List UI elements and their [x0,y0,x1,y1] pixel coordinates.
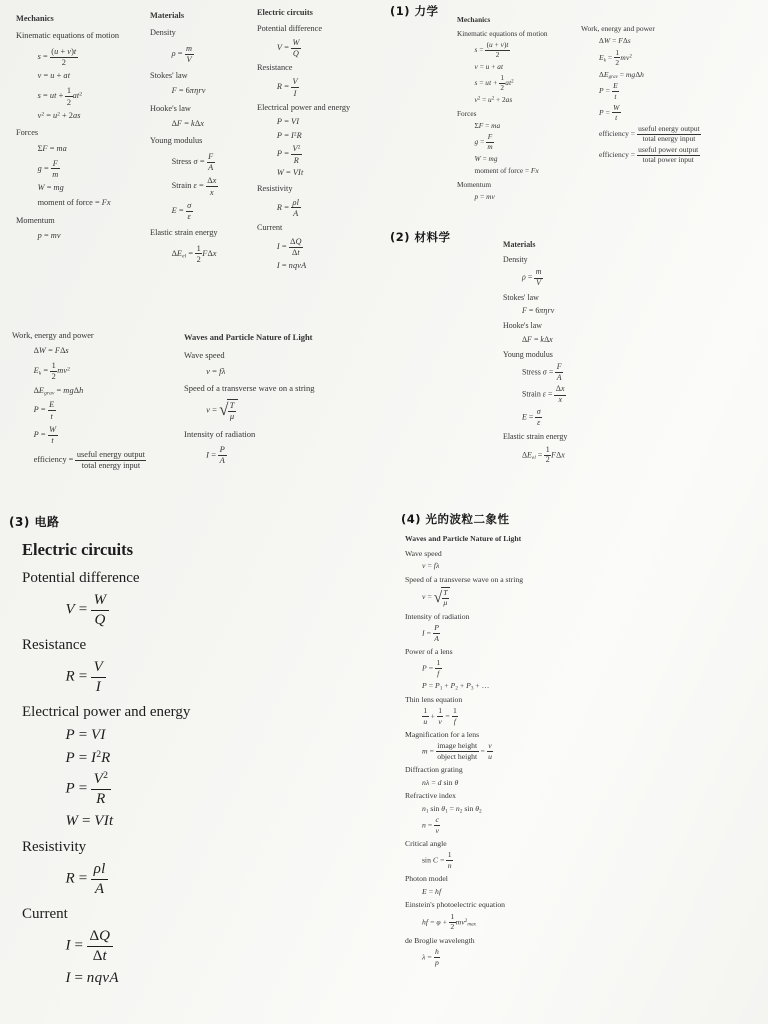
annotated-section-3 [0,510,385,1024]
formula-group-label: Stokes' law [150,70,188,80]
formula-group-label: Resistance [22,636,87,653]
section-3-label: (3) 电路 [9,515,60,529]
formula-group-label: Forces [16,128,39,138]
formula: R = $\frac{\rho l}{A}$ [276,197,300,218]
formula: ΔF = kΔx [521,334,553,344]
formula: $v^2 = u^2 + 2as$ [474,94,513,104]
formula-group-label: Magnification for a lens [405,730,480,739]
formula: $P = P_1 + P_2 + P_3$ + … [421,680,490,692]
block-title: Mechanics [16,14,54,23]
formula: P = $\frac{E}{t}$ [33,400,55,421]
formula: s = ut + $\frac{1}{2}$ $at^2$ [474,73,514,93]
formula-group-label: Power of a lens [405,647,453,657]
formula-group-label: Intensity of radiation [405,611,470,621]
formula: s = $\frac{(u + v)t}{2}$ [37,46,77,67]
formula: $n_1$ $\sin \theta_1 = n_2$ $\sin \theta_2$ [421,803,482,814]
formula: g = $\frac{F}{m}$ [37,158,59,179]
formula: ΔW = FΔs [33,345,69,355]
formula: efficiency = $\frac{\text{useful energy output}}{\text{total energy input}}$ [599,123,700,144]
materials-column [150,11,262,268]
formula-group-label: Critical angle [405,839,447,849]
formula-group-label: Potential difference [22,569,140,586]
formula: ΣF = ma [37,143,67,153]
formula-group-label: Work, energy and power [12,330,94,340]
mechanics-column [16,14,148,246]
formula: I = nqvA [65,969,119,986]
formula: P = $\frac{V^2}{R}$ [276,144,301,165]
formula: n = $\frac{c}{v}$ [421,815,440,835]
block-title: Waves and Particle Nature of Light [184,332,313,342]
formula: g = $\frac{F}{m}$ [474,132,493,152]
formula: P = VI [65,727,106,744]
formula: P = $\frac{V^2}{R}$ [66,771,383,807]
formula: V = $\frac{W}{Q}$ [66,592,383,628]
formula: W = VIt [276,167,304,177]
formula: efficiency = $\frac{\text{useful energy output}}{\text{total energy input}}$ [33,449,145,471]
formula-group-label: Refractive index [405,791,457,801]
formula: $\frac{1}{u}$ + $\frac{1}{v}$ = $\frac{1}{f}$ [423,706,457,726]
formula: E = $\frac{\sigma}{\varepsilon}$ [521,406,541,427]
formula: P = $\frac{E}{t}$ [599,81,618,101]
formula: W = mg [37,183,64,193]
formula: I = nqvA [276,260,307,270]
section-2-materials-crop [503,240,633,468]
formula: λ = $\frac{h}{p}$ [421,947,439,967]
formula: ρ = $\frac{m}{V}$ [171,43,193,64]
section-1-mechanics-crop [457,15,581,204]
formula: P = $\frac{W}{t}$ [599,102,620,122]
formula: p = mv [37,231,61,241]
formula-group-label: Electrical power and energy [22,704,191,721]
formula-group-label: Elastic strain energy [150,228,218,238]
formula: R = $\frac{\rho l}{A}$ [66,861,383,897]
formula-group-label: Density [503,255,528,264]
formula: I = $\frac{\Delta Q}{\Delta t}$ [66,928,383,964]
formula: W = VIt [65,813,114,830]
section-4-label: (4) 光的波粒二象性 [401,512,510,526]
formula-group-label: Density [150,28,176,38]
formula-group-label: Hooke's law [503,321,542,331]
formula-group-label: Young modulus [150,136,203,146]
formula-group-label: Elastic strain energy [503,432,568,442]
formula: $\Delta E_{grav} = mg\Delta h$ [33,385,84,396]
formula-group-label: Momentum [457,179,492,189]
formula-group-label: Thin lens equation [405,694,463,704]
work-energy-power-block [12,324,210,475]
formula: s = $\frac{(u + v)t}{2}$ [474,40,509,60]
formula: I = $\frac{P}{A}$ [206,443,226,466]
formula: moment of force = Fx [474,165,539,175]
formula-group-label: Wave speed [184,349,225,360]
formula: P = $\frac{1}{f}$ [421,658,441,678]
formula: ΣF = ma [474,121,501,131]
formula: $E_k$ = $\frac{1}{2}$ $mv^2$ [599,47,632,67]
formula: ΔW = FΔs [599,36,631,46]
formula: sin C = $\frac{1}{n}$ [421,850,452,870]
formula-group-label: Potential difference [257,23,323,33]
formula: E = $\frac{\sigma}{\varepsilon}$ [171,201,192,222]
formula-group-label: Speed of a transverse wave on a string [405,574,524,584]
formula: $P = I^2R$ [276,130,302,140]
formula-group-label: de Broglie wavelength [405,935,475,945]
formula-group-label: Young modulus [503,349,553,359]
formula: F = 6πηrv [171,86,206,96]
formula-group-label: Work, energy and power [581,23,655,33]
formula: v = fλ [421,560,440,570]
formula: F = 6πηrv [521,306,555,316]
formula-group-label: Current [257,223,283,233]
formula-group-label: Einstein's photoelectric equation [405,900,506,910]
block-title: Electric circuits [257,8,313,17]
formula-group-label: Electrical power and energy [257,102,351,112]
formula-group-label: Speed of a transverse wave on a string [184,383,315,394]
formula: hf = φ + $\frac{1}{2}$ $mv^2_{max}$ [421,911,477,932]
formula-group-label: Kinematic equations of motion [457,28,548,38]
formula: nλ = d sin θ [421,777,459,787]
block-title: Materials [503,240,536,249]
section-3-electric-circuits-crop [22,540,382,991]
block-title: Materials [150,11,185,20]
formula-group-label: Kinematic equations of motion [16,31,119,41]
formula: v = fλ [206,365,226,376]
formula: v = u + at [37,71,71,81]
formula: v = √ $\frac{T}{\mu}$ [422,587,750,608]
formula: W = mg [474,153,498,163]
formula-group-label: Intensity of radiation [184,428,256,439]
formula-group-label: Stokes' law [503,292,539,302]
formula: $\Delta E_{grav} = mg\Delta h$ [599,69,645,81]
formula: I = $\frac{P}{A}$ [421,623,440,643]
formula: s = ut + $\frac{1}{2}$ $at^2$ [37,86,83,107]
formula-group-label: Current [22,905,68,922]
formula: $v^2 = u^2 + 2as$ [37,111,81,121]
formula: p = mv [474,192,495,202]
formula: moment of force = Fx [37,198,111,208]
formula: $\Delta E_{el}$ = $\frac{1}{2}$ FΔx [171,243,217,264]
electric-circuits-column [257,8,383,274]
formula: P = $\frac{W}{t}$ [33,425,57,446]
formula-group-label: Diffraction grating [405,765,463,775]
formula: V = $\frac{W}{Q}$ [276,37,300,59]
formula-group-label: Momentum [16,215,55,225]
formula: $E_k$ = $\frac{1}{2}$ $mv^2$ [33,360,70,382]
section-2-label: (2) 材料学 [390,230,451,244]
formula-group-label: Resistivity [257,183,293,193]
block-title: Waves and Particle Nature of Light [405,534,522,543]
waves-light-block-partial [184,332,384,470]
formula: Stress σ = $\frac{F}{A}$ [171,151,214,172]
block-title: Electric circuits [22,540,134,559]
formula: m = $\frac{\text{image height}}{\text{object height}}$ = $\frac{v}{u}$ [421,741,493,761]
formula-group-label: Resistance [257,63,293,73]
formula-group-label: Resistivity [22,838,87,855]
formula: v = √ $\frac{T}{\mu}$ [206,399,384,422]
formula: R = $\frac{V}{I}$ [66,659,383,695]
formula: efficiency = $\frac{\text{useful power output}}{\text{total power input}}$ [599,145,699,165]
formula: v = u + at [474,62,504,72]
formula-group-label: Hooke's law [150,103,191,113]
formula: ΔF = kΔx [171,119,205,128]
formula: E = hf [421,886,442,896]
formula: ρ = $\frac{m}{V}$ [521,267,542,288]
formula-group-label: Photon model [405,874,448,884]
formula: I = $\frac{\Delta Q}{\Delta t}$ [276,237,302,258]
annotated-section-4 [385,510,768,1024]
formula: Strain ε = $\frac{\Delta x}{x}$ [171,176,217,197]
formula-group-label: Wave speed [405,548,442,558]
block-title: Mechanics [457,15,491,24]
annotated-sections-1-2 [385,0,768,510]
section-1-label: (1) 力学 [390,4,439,18]
formula: $\Delta E_{el}$ = $\frac{1}{2}$ FΔx [521,444,565,465]
formula: Stress σ = $\frac{F}{A}$ [521,362,562,382]
original-formula-sheet [0,0,385,510]
formula: P = VI [276,117,300,127]
formula-group-label: Forces [457,108,477,118]
formula: $P = I^2R$ [65,748,111,766]
formula: Strain ε = $\frac{\Delta x}{x}$ [521,384,565,405]
formula: R = $\frac{V}{I}$ [276,77,298,98]
section-4-waves-light-crop [405,534,750,970]
section-1-work-energy-power-crop [581,19,767,167]
